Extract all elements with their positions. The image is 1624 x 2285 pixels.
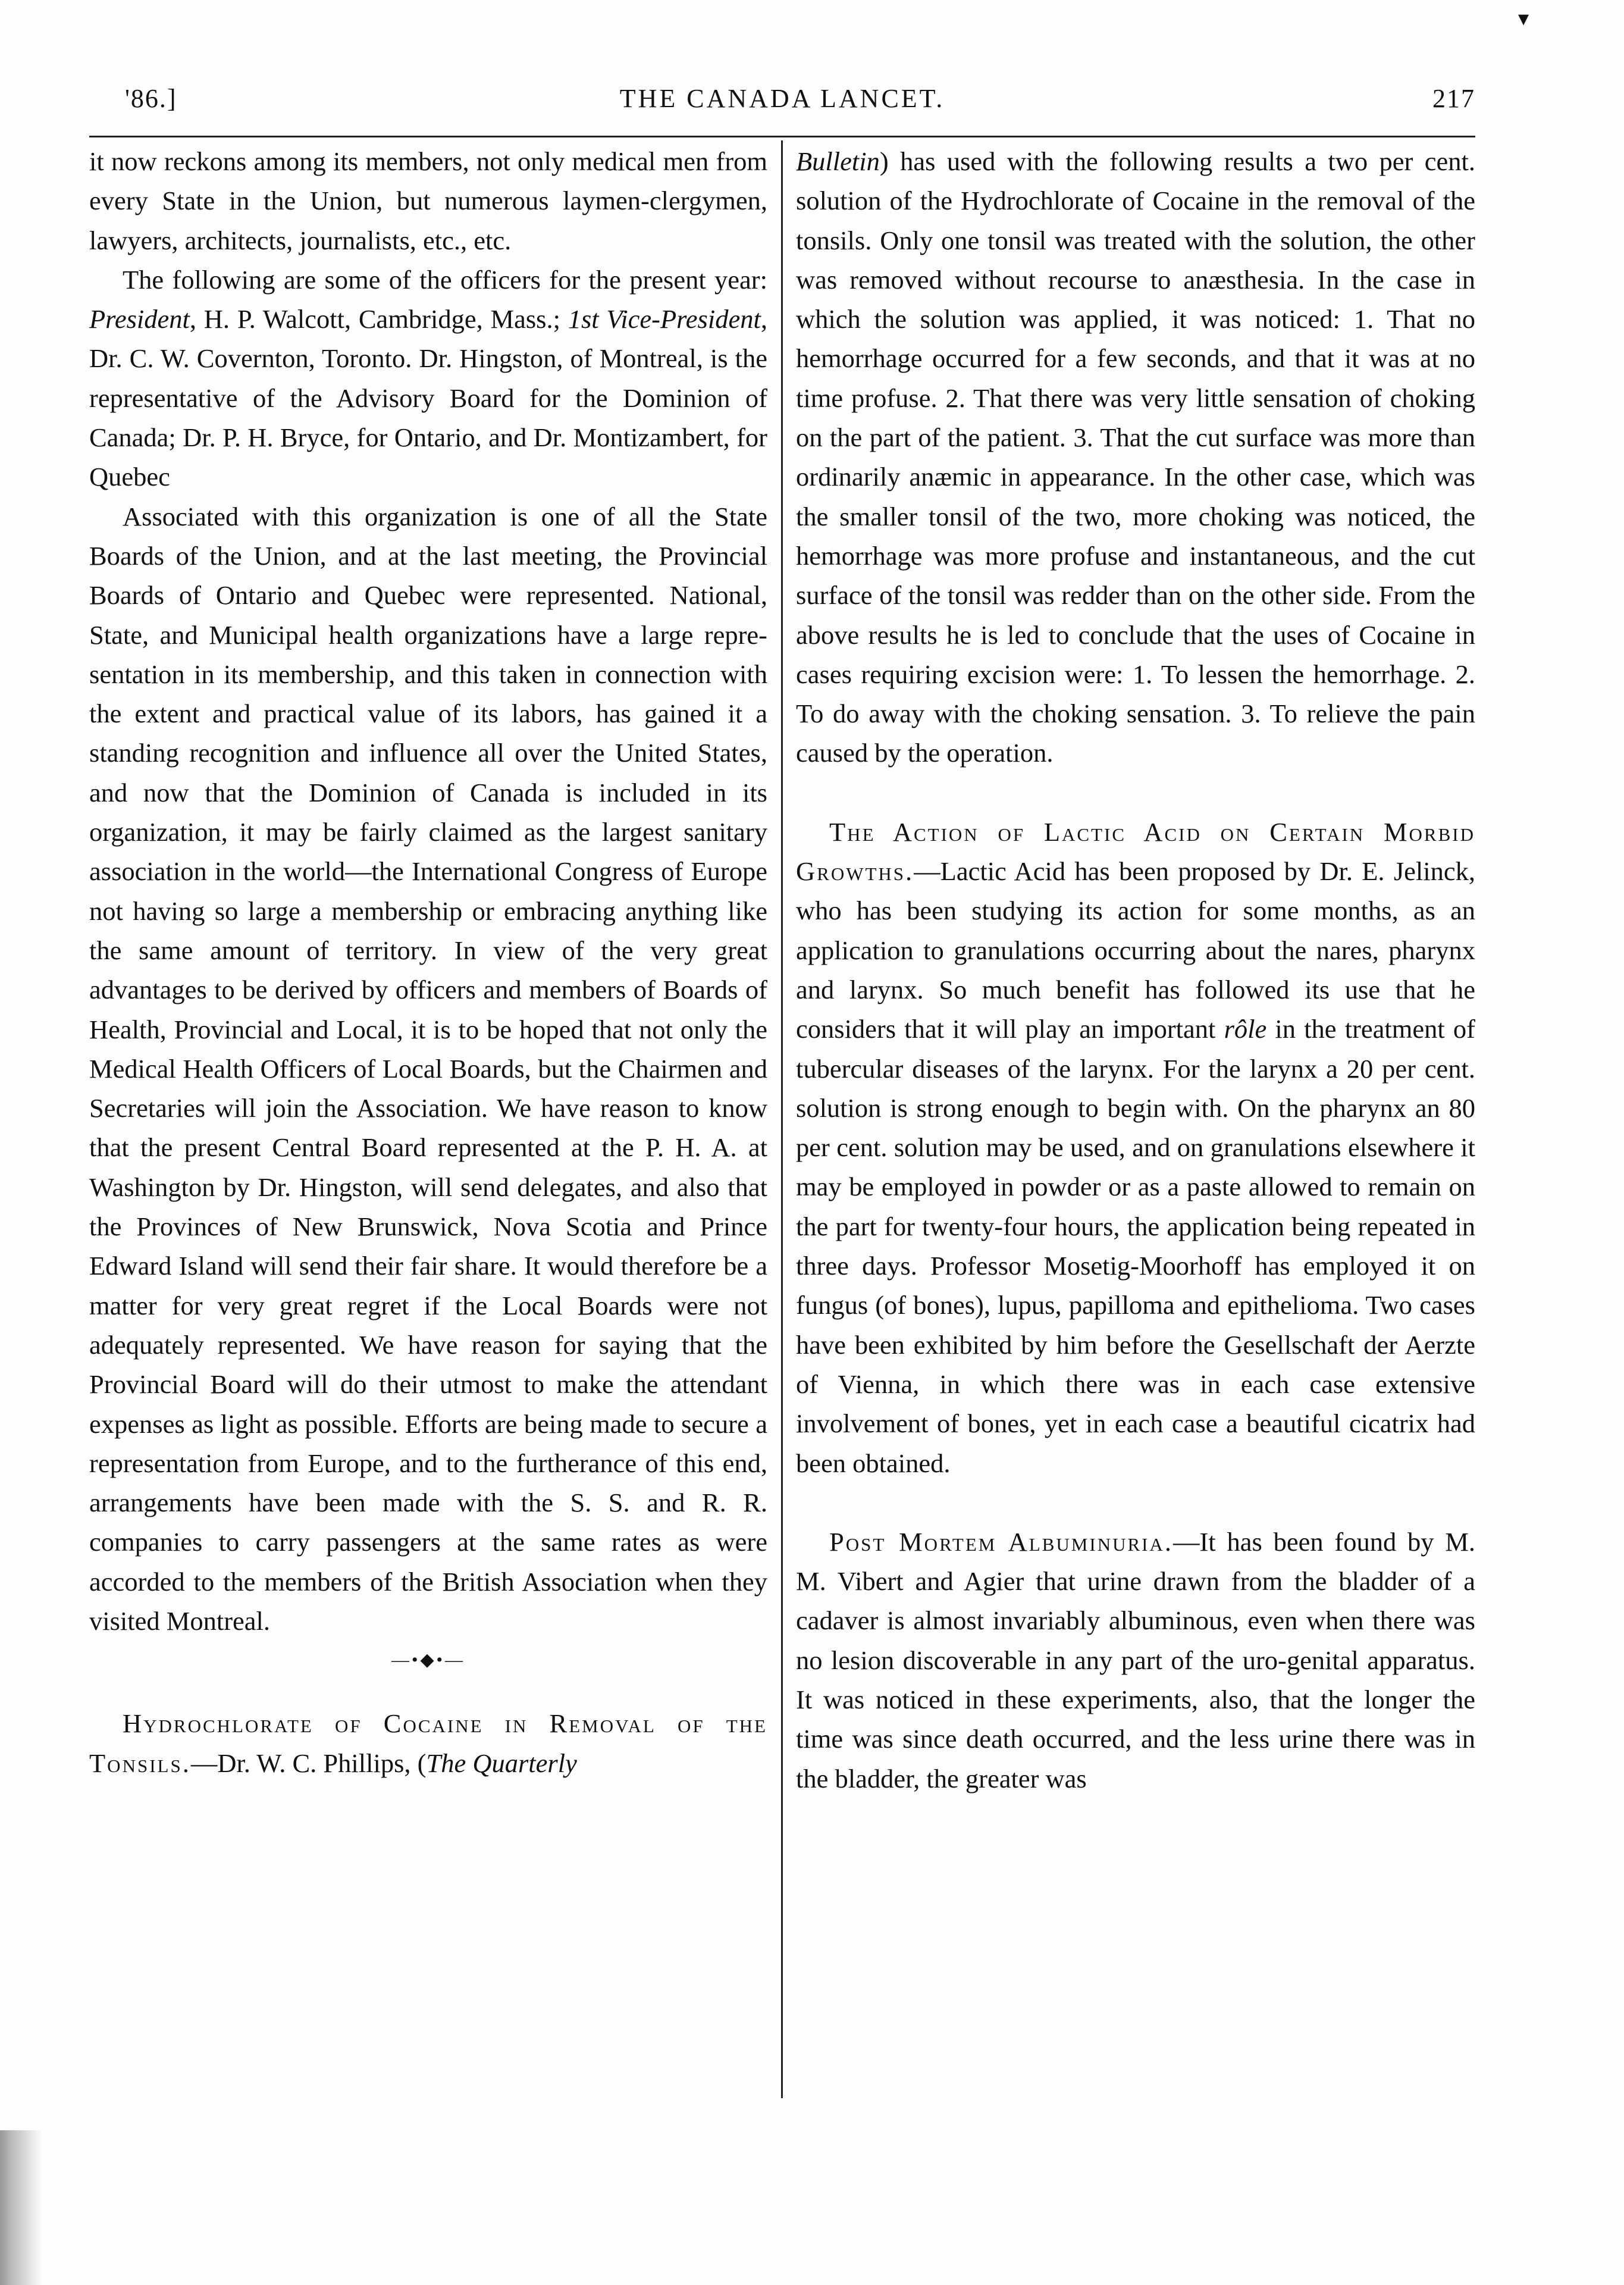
article-heading: Hydrochlorate of Cocaine in Removal of the Tonsils.	[89, 1708, 767, 1778]
column-divider	[781, 140, 783, 2098]
journal-title: THE CANADA LANCET.	[619, 84, 945, 113]
section-ornament: —•◆•—	[391, 1650, 466, 1670]
italic-run: President	[89, 304, 190, 334]
officers-paragraph	[89, 260, 767, 497]
italic-run: Bulletin	[796, 146, 880, 176]
volume-label: '86.]	[125, 84, 177, 113]
article-heading: The Action of Lactic Acid on Certain Morbid Growths.	[796, 816, 1475, 887]
italic-run: rôle	[1224, 1014, 1267, 1044]
page-number: 217	[1432, 84, 1475, 113]
text-run: —Lactic Acid has been proposed by Dr. E. Jelinck, who has been studying its action for some months, as an application to granulations occurring about the nares, pharynx and larynx. So much benefit has followed its use that he considers that it will play an important	[796, 856, 1475, 1044]
article-heading: Post Mortem Albuminuria.	[829, 1526, 1173, 1557]
text-run: —It has been found by M. M. Vibert and Agier that urine drawn from the bladder of a cadaver is almost invariably albuminous, even when there was no lesion discoverable in any part of the uro-genital apparatus. It was noticed in these experiments, also, that the longer the time was since death occurred, and the less urine there was in the bladder, the greater was	[796, 1526, 1476, 1793]
article-lactic-acid	[796, 812, 1475, 1483]
paragraph: it now reckons among its members, not only medical men from every State in the Union, but numerous laymen-clergymen, lawyers, architects, journalists, etc., etc.	[89, 146, 767, 255]
left-column	[89, 142, 767, 1783]
text-run: , H. P. Walcott, Cambridge, Mass.;	[189, 304, 568, 334]
text-run: in the treatment of tubercular diseases of the larynx. For the larynx a 20 per cent. solution is strong enough to begin with. On the pharynx an 80 per cent. solution may be used, and on granulations elsewhere it may be employed in powder or as a paste allowed to remain on the part for twenty-four hours, the application being repeated in three days. Professor Mosetig-Moorhoff has employed it on fungus (of bones), lupus, papilloma and epithelioma. Two cases have been exhibited by him before the Gesellschaft der Aerzte of Vienna, in which there was in each case extensive involvement of bones, yet in each case a beautiful cicatrix had been obtained.	[796, 1014, 1475, 1478]
text-run: The following are some of the officers for the present year:	[123, 264, 767, 295]
article-cocaine	[89, 1704, 767, 1783]
paragraph: Associated with this organization is one of all the State Boards of the Union, and at the last meeting, the Provincial Boards of Ontario and Quebec were represented. National, State, and Municipal health organizations have a large representation in its membership, and this taken in connection with the extent and practical value of its labors, has gained it a standing recognition and influence all over the United States, and now that the Dominion of Canada is included in its organization, it may be fairly claimed as the largest sanitary association in the world—the International Congress of Europe not having so large a membership or embracing anything like the same amount of territory. In view of the very great advantages to be derived by officers and members of Boards of Health, Provincial and Local, it is to be hoped that not only the Medical Health Officers of Local Boards, but the Chairmen and Secretaries will join the Association. We have reason to know that the present Central Board represented at the P. H. A. at Washington by Dr. Hingston, will send delegates, and also that the Provinces of New Brunswick, Nova Scotia and Prince Edward Island will send their fair share. It would therefore be a matter for very great regret if the Local Boards were not adequately represented. We have reason for saying that the Provincial Board will do their utmost to make the attendant expenses as light as possible. Efforts are being made to secure a representation from Europe, and to the furtherance of this end, arrangements have been made with the S. S. and R. R. companies to carry passengers at the same rates as were accorded to the members of the British Association when they visited Montreal.	[89, 501, 767, 1636]
cocaine-continued	[796, 142, 1475, 773]
corner-mark: ▾	[1518, 7, 1529, 30]
italic-run: 1st Vice-President	[568, 304, 761, 334]
scan-edge-shadow	[0, 2130, 42, 2285]
right-column	[796, 142, 1475, 1798]
running-header	[89, 83, 1475, 131]
text-run: —Dr. W. C. Phillips, (	[190, 1748, 427, 1778]
article-albuminuria	[796, 1522, 1475, 1798]
italic-run: The Quarterly	[426, 1748, 577, 1778]
header-rule	[89, 136, 1475, 137]
text-run: ) has used with the following results a two per cent. solution of the Hydrochlorate of Cocaine in the removal of the tonsils. Only one tonsil was treated with the solution, the other was removed without recourse to anæsthesia. In the case in which the solution was applied, it was noticed: 1. That no hemorrhage occurred for a few seconds, and that it was at no time profuse. 2. That there was very little sensation of choking on the part of the patient. 3. That the cut surface was more than ordinarily anæmic in appearance. In the other case, which was the smaller tonsil of the two, more choking was noticed, the hemorrhage was more profuse and instantaneous, and the cut surface of the tonsil was redder than on the other side. From the above results he is led to conclude that the uses of Cocaine in cases requiring excision were: 1. To lessen the hemorrhage. 2. To do away with the choking sensation. 3. To relieve the pain caused by the operation.	[796, 146, 1475, 768]
text-run: , Dr. C. W. Covernton, Toronto. Dr. Hingston, of Montreal, is the representative of the Advisory Board for the Dominion of Canada; Dr. P. H. Bryce, for Ontario, and Dr. Montizambert, for Quebec	[89, 304, 767, 492]
